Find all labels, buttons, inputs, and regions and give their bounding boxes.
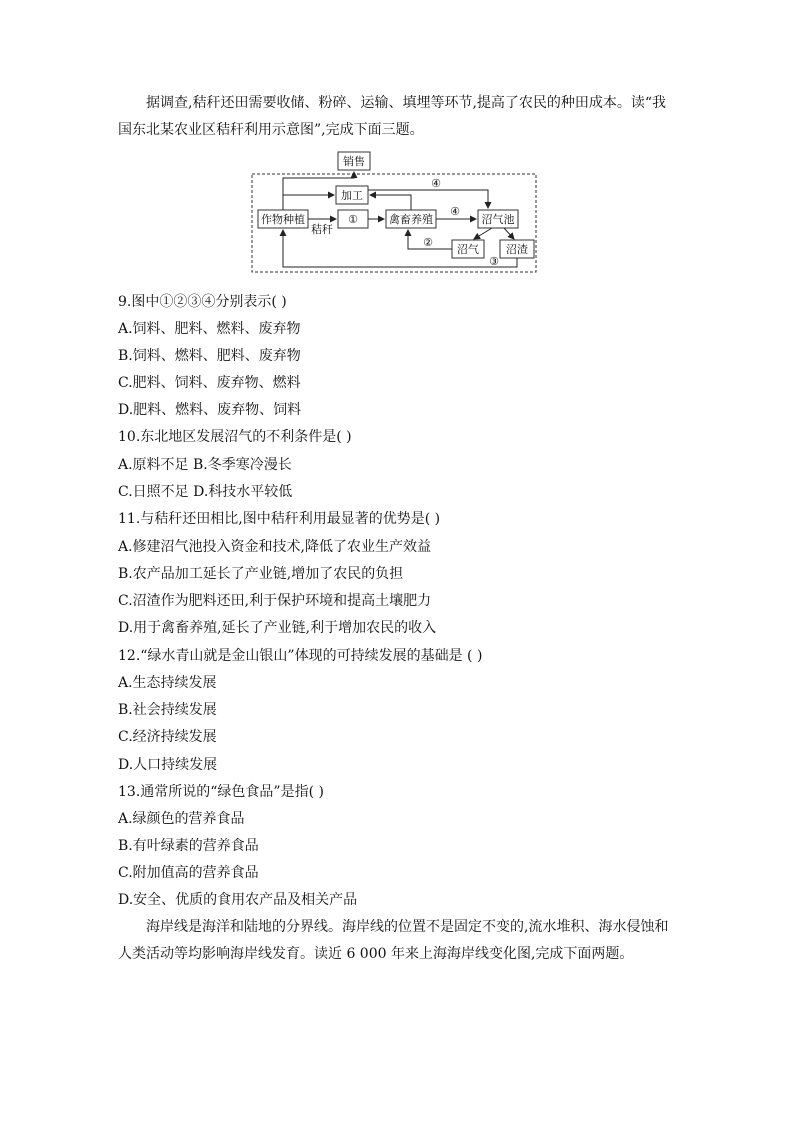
circle1-label: ① — [348, 213, 358, 226]
question-9-stem: 9.图中①②③④分别表示( ) — [118, 294, 287, 310]
question-10-options-ab: A.原料不足 B.冬季寒冷漫长 — [118, 457, 292, 473]
circle3-label: ③ — [489, 255, 499, 268]
question-10-stem: 10.东北地区发展沼气的不利条件是( ) — [118, 429, 352, 445]
intro-paragraph-1: 据调查,秸秆还田需要收储、粉碎、运输、填埋等环节,提高了农民的种田成本。读“我国东北某农业区秸秆利用示意图”,完成下面三题。 — [118, 95, 667, 138]
question-11-option-d: D.用于禽畜养殖,延长了产业链,利于增加农民的收入 — [118, 620, 437, 636]
question-9-option-b: B.饲料、燃料、肥料、废弃物 — [118, 348, 301, 364]
question-13-option-b: B.有叶绿素的营养食品 — [118, 838, 259, 854]
arrow-pool-to-biogas — [474, 228, 492, 239]
question-13-stem: 13.通常所说的“绿色食品”是指( ) — [118, 784, 324, 800]
processing-label: 加工 — [341, 189, 363, 202]
question-10-options-cd: C.日照不足 D.科技水平较低 — [118, 484, 293, 500]
question-12-option-b: B.社会持续发展 — [118, 702, 217, 718]
question-11-option-a: A.修建沼气池投入资金和技术,降低了农业生产效益 — [118, 539, 432, 555]
question-11-stem: 11.与秸秆还田相比,图中秸秆利用最显著的优势是( ) — [118, 511, 441, 527]
circle4a-label: ④ — [431, 177, 441, 190]
livestock-label: 禽畜养殖 — [389, 213, 433, 226]
question-12-option-a: A.生态持续发展 — [118, 675, 217, 691]
question-12-stem: 12.“绿水青山就是金山银山”体现的可持续发展的基础是 ( ) — [118, 648, 483, 664]
biogas-label: 沼气 — [457, 243, 479, 256]
question-13-option-d: D.安全、优质的食用农产品及相关产品 — [118, 892, 358, 908]
question-9-option-d: D.肥料、燃料、废弃物、饲料 — [118, 402, 302, 418]
question-9-option-c: C.肥料、饲料、废弃物、燃料 — [118, 375, 301, 391]
straw-utilization-diagram — [248, 150, 540, 276]
question-13-option-c: C.附加值高的营养食品 — [118, 865, 259, 881]
question-12-option-d: D.人口持续发展 — [118, 757, 218, 773]
circle2-label: ② — [423, 236, 433, 249]
arrow-pool-to-residue — [504, 228, 514, 239]
arrow-processing-to-pool — [368, 190, 488, 208]
biogas-pool-label: 沼气池 — [481, 213, 515, 226]
residue-label: 沼渣 — [506, 243, 528, 256]
question-12-option-c: C.经济持续发展 — [118, 729, 217, 745]
question-11-option-b: B.农产品加工延长了产业链,增加了农民的负担 — [118, 566, 404, 582]
question-9-option-a: A.饲料、肥料、燃料、废弃物 — [118, 321, 301, 337]
sales-label: 销售 — [343, 155, 365, 168]
diagram-svg — [248, 150, 540, 276]
intro-paragraph-2: 海岸线是海洋和陆地的分界线。海岸线的位置不是固定不变的,流水堆积、海水侵蚀和人类活动等均影响海岸线发育。读近 6 000 年来上海海岸线变化图,完成下面两题。 — [118, 919, 669, 962]
question-11-option-c: C.沼渣作为肥料还田,利于保护环境和提高土壤肥力 — [118, 593, 432, 609]
question-13-option-a: A.绿颜色的营养食品 — [118, 811, 245, 827]
circle4b-label: ④ — [450, 205, 460, 218]
straw-label: 秸秆 — [311, 223, 333, 236]
arrow-livestock-to-processing — [370, 195, 411, 210]
crop-label: 作物种植 — [261, 213, 305, 226]
